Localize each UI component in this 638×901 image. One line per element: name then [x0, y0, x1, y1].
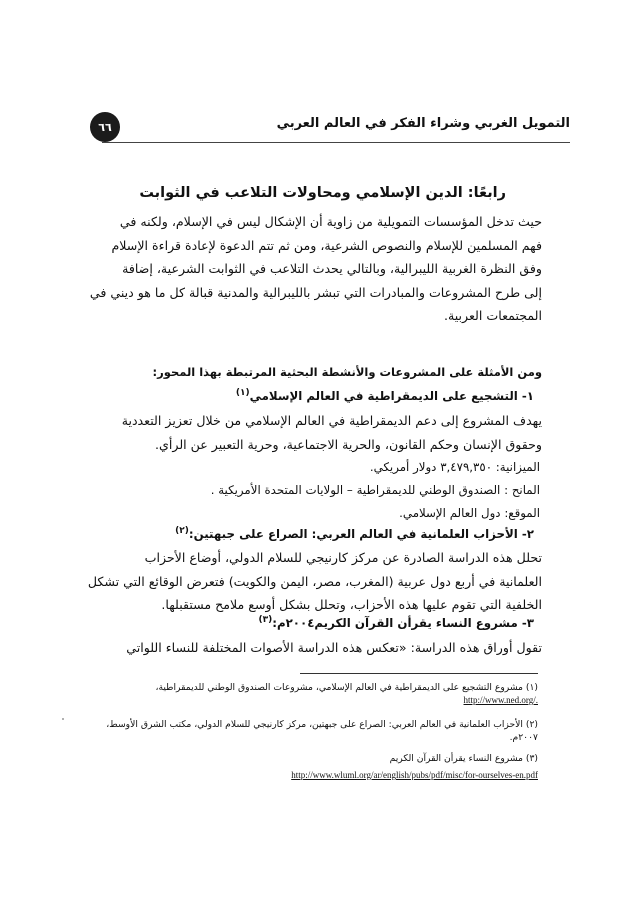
page-header [90, 112, 570, 146]
item3-title-text: ٣- مشروع النساء يقرأن القرآن الكريم٢٠٠٤م: [272, 615, 534, 630]
examples-heading: ومن الأمثلة على المشروعات والأنشطة البحثية المرتبطة بهذا المحور: [152, 365, 542, 379]
item1-line: يهدف المشروع إلى دعم الديمقراطية في العالم الإسلامي من خلال تعزيز التعددية [121, 413, 542, 428]
item1-title [236, 388, 534, 403]
item1-line: وحقوق الإنسان وحكم القانون، والحرية الاجتماعية، وحرية التعبير عن الرأي. [155, 436, 542, 452]
item1-donor: المانح : الصندوق الوطني للديمقراطية – الولايات المتحدة الأمريكية . [210, 483, 540, 497]
intro-line: فهم المسلمين للإسلام والنصوص الشرعية، ومن ثم تتم الدعوة لإعادة قراءة الإسلام [111, 237, 542, 253]
footnote-3-link[interactable]: http://www.wluml.org/ar/english/pubs/pdf/misc/for-ourselves-en.pdf [291, 770, 538, 780]
scan-speck [62, 718, 64, 720]
intro-line: إلى طرح المشروعات والمبادرات التي تبشر بالليبرالية والمدنية قبالة كل ما هو ديني في [89, 284, 542, 300]
item1-location: الموقع: دول العالم الإسلامي. [399, 506, 540, 520]
item3-body [92, 636, 542, 660]
item3-line: تقول أوراق هذه الدراسة: «تعكس هذه الدراسة الأصوات المختلفة للنساء اللواتي [126, 640, 542, 655]
footnote-2-year: ٢٠٠٧م. [509, 732, 538, 743]
item2-title-text: ٢- الأحزاب العلمانية في العالم العربي: الصراع على جبهتين: [188, 526, 534, 541]
footnote-divider [300, 673, 538, 674]
footnote-1-text: (١) مشروع التشجيع على الديمقراطية في العالم الإسلامي، مشروعات الصندوق الوطني للديمقراطية، [155, 682, 538, 693]
footnote-ref-2: (٢) [175, 526, 189, 536]
footnote-2 [98, 718, 538, 744]
item3-title [258, 615, 534, 630]
page-number: ٦٦ [98, 120, 112, 134]
item1-body [92, 409, 542, 456]
section-title: رابعًا: الدين الإسلامي ومحاولات التلاعب في الثوابت [139, 185, 506, 201]
intro-line: المجتمعات العربية. [443, 308, 542, 323]
intro-line: وفق النظرة الغربية الليبرالية، وبالتالي يحدث التلاعب في الثوابت الشرعية، إضافة [122, 261, 542, 276]
item1-title-text: ١- التشجيع على الديمقراطية في العالم الإسلامي [249, 388, 534, 403]
item2-line: العلمانية في أربع دول عربية (المغرب، مصر، اليمن والكويت) فتعرض الوقائع التي تشكل [87, 573, 542, 589]
footnote-2-text: (٢) الأحزاب العلمانية في العالم العربي: الصراع على جبهتين، مركز كارنيجي للسلام الدولي، مكتب الشرق الأوسط، [106, 719, 538, 730]
footnote-1 [98, 681, 538, 707]
footnote-1-link[interactable]: http://www.ned.org/. [463, 695, 538, 705]
header-divider [102, 142, 570, 143]
item1-budget: الميزانية: ٣,٤٧٩,٣٥٠ دولار أمريكي. [369, 460, 540, 474]
intro-line: حيث تدخل المؤسسات التمويلية من زاوية أن الإشكال ليس في الإسلام، ولكنه في [119, 214, 542, 229]
footnote-3 [98, 752, 538, 782]
footnote-ref-1: (١) [235, 388, 250, 398]
item2-line: تحلل هذه الدراسة الصادرة عن مركز كارنيجي للسلام الدولي، أوضاع الأحزاب [144, 550, 542, 565]
footnote-ref-3: (٣) [258, 615, 273, 625]
page-number-badge [90, 112, 120, 142]
item2-title [175, 526, 534, 541]
footnote-3-text: (٣) مشروع النساء يقرأن القرآن الكريم [389, 753, 538, 764]
item2-body [87, 546, 542, 617]
item2-line: الخلفية التي تقوم عليها هذه الأحزاب، وتحلل بشكل أوسع ملامح مستقبلها. [161, 597, 542, 612]
intro-paragraph [89, 210, 542, 328]
running-title: التمويل الغربي وشراء الفكر في العالم العربي [276, 116, 570, 131]
